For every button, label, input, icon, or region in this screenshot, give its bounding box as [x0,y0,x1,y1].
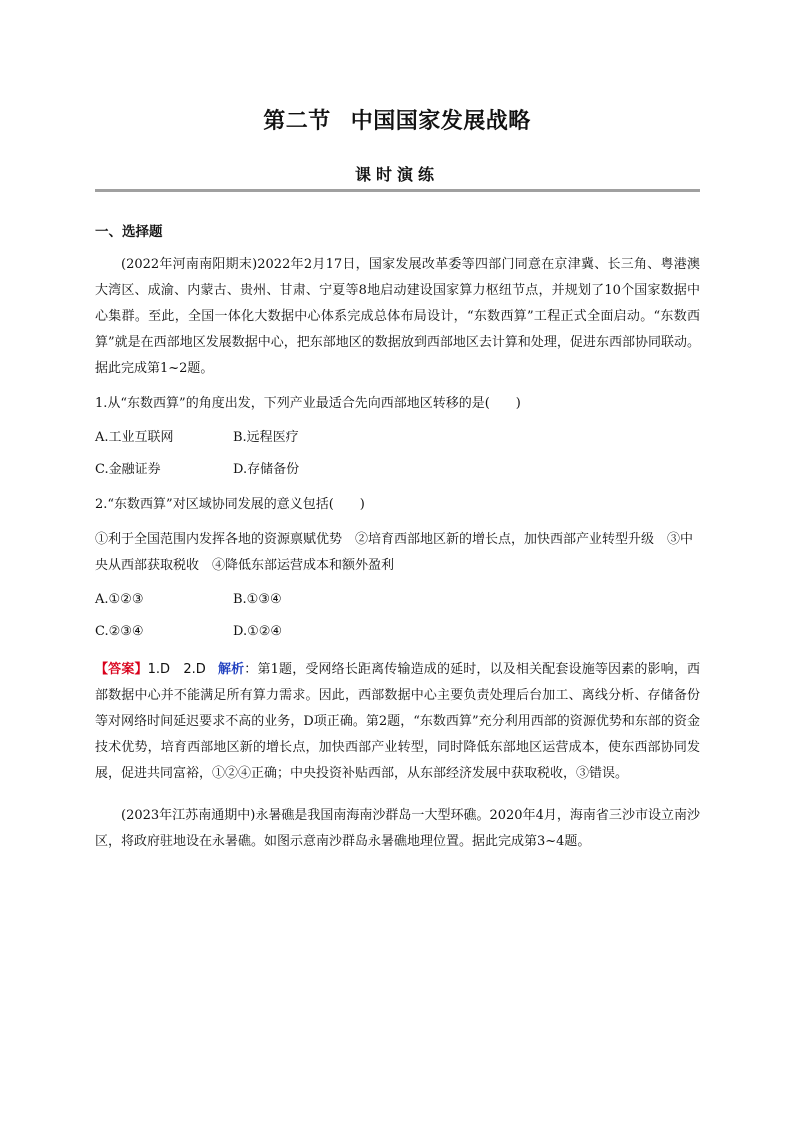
question-1-options-row-1 [95,427,700,449]
title-section-number: 第二节 [263,109,331,134]
explanation-text: ：第1题，受网络长距离传输造成的延时，以及相关配套设施等因素的影响，西部数据中心并不能满足所有算力需求。因此，西部数据中心主要负责处理后台加工、离线分析、存储备份等对网络时间延迟要求不高的业务，D项正确。第2题，“东数西算”充分利用西部的资源优势和东部的资金技术优势，培育西部地区新的增长点，加快西部产业转型，同时降低东部地区运营成本，使东西部协同发展，促进共同富裕，①②④正确；中央投资补贴西部，从东部经济发展中获取税收，③错误。 [95,662,700,781]
answer-tag: 【答案】 [95,662,148,677]
question-2-stem: 2.“东数西算”对区域协同发展的意义包括( ) [95,497,365,512]
question-2-options-row-1 [95,589,700,611]
material-paragraph-2: (2023年江苏南通期中)永暑礁是我国南海南沙群岛一大型环礁。2020年4月，海南省三沙市设立南沙区，将政府驻地设在永暑礁。如图示意南沙群岛永暑礁地理位置。据此完成第3~4题。 [95,808,700,849]
question-1-option-a: A.工业互联网 [95,430,174,445]
question-2-option-b: B.①③④ [233,592,282,607]
answer-keys: 1.D 2.D [147,662,206,677]
page-title [0,104,794,135]
page-subtitle: 课时演练 [354,165,439,184]
question-2-option-c: C.②③④ [95,624,144,639]
section-heading: 一、选择题 [95,224,163,240]
title-topic: 中国国家发展战略 [350,109,531,134]
question-2-options-row-2 [95,621,700,643]
title-divider [95,189,700,192]
explanation-tag: 解析 [217,662,245,677]
question-1-option-c: C.金融证券 [95,462,161,477]
question-1-options-row-2 [95,459,700,481]
question-2-statements: ①利于全国范围内发挥各地的资源禀赋优势 ②培育西部地区新的增长点，加快西部产业转型升级 ③中央从西部获取税收 ④降低东部运营成本和额外盈利 [95,532,694,573]
answer-block [95,657,700,787]
question-2-option-d: D.①②④ [233,624,283,639]
question-1-option-b: B.远程医疗 [233,430,299,445]
question-1-stem: 1.从“东数西算”的角度出发，下列产业最适合先向西部地区转移的是( ) [95,396,521,411]
material-paragraph-1: (2022年河南南阳期末)2022年2月17日，国家发展改革委等四部门同意在京津冀、长三角、粤港澳大湾区、成渝、内蒙古、贵州、甘肃、宁夏等8地启动建设国家算力枢纽节点，并规划了10个国家数据中心集群。至此，全国一体化大数据中心体系完成总体布局设计，“东数西算”工程正式全面启动。“东数西算”就是在西部地区发展数据中心，把东部地区的数据放到西部地区去计算和处理，促进东西部协同联动。据此完成第1~2题。 [95,257,700,376]
question-2-option-a: A.①②③ [95,592,144,607]
question-1-option-d: D.存储备份 [233,462,300,477]
document-body [95,222,700,855]
